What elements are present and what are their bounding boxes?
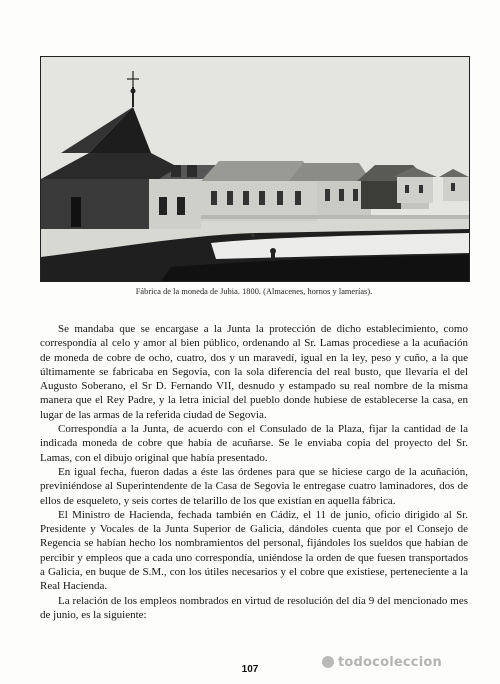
paragraph: En igual fecha, fueron dadas a éste las órdenes para que se hiciese cargo de la acuñación, previniéndose al Superintendente de la Casa de Segovia le entregase cuatro laminadores, dos de ellos de esqueleto, y seis cortes de telarillo de los que existían en aquella fábrica. <box>40 465 468 507</box>
paragraph: Correspondía a la Junta, de acuerdo con el Consulado de la Plaza, fijar la cantidad de la indicada moneda de cobre que había de acuñarse. Se le enviaba copia del proyecto del Sr. Lamas, con el dibujo original que había presentado. <box>40 423 468 464</box>
factory-engraving-drawing <box>41 57 469 281</box>
page-number: 107 <box>241 664 259 675</box>
paragraph: El Ministro de Hacienda, fechada también en Cádiz, el 11 de junio, oficio dirigido al Sr. Presidente y Vocales de la Junta Superior de Galicia, dándoles cuenta que por el Consejo de Regencia se habían hecho los nombramientos del personal, fijándoles los sueldos que habían de percibir y empleos que a cada uno correspondía, uniéndose la orden de que fuesen transportados a Galicia, en buque de S.M., con los útiles necesarios y el cobre que existiese, perteneciente a la Real Hacienda. <box>40 508 468 593</box>
paragraph: La relación de los empleos nombrados en virtud de resolución del día 9 del mencionado mes de junio, es la siguiente: <box>40 594 468 621</box>
paragraph: Se mandaba que se encargase a la Junta la protección de dicho establecimiento, como correspondía al celo y amor al bien público, ordenando al Sr. Lamas procediese a la acuñación de moneda de cobre de ocho, cuatro, dos y un maravedí, igual en la ley, peso y cuño, a la que últimamente se fabricaba en Segovia, con la sola diferencia del real busto, que llevaría el del Augusto Soberano, el Sr D. Fernando VII, desnudo y estampado su real nombre de la misma manera que el Rey Padre, y la letra inicial del pueblo donde hubiese de establecerse la casa, en lugar de las armas de la referida ciudad de Segovia. <box>40 323 468 421</box>
factory-engraving <box>40 56 470 282</box>
body-text <box>40 322 468 622</box>
watermark-text: todocoleccion <box>338 654 442 670</box>
figure-caption: Fábrica de la moneda de Jubia. 1800. (Almacenes, hornos y lamerías). <box>135 287 373 296</box>
